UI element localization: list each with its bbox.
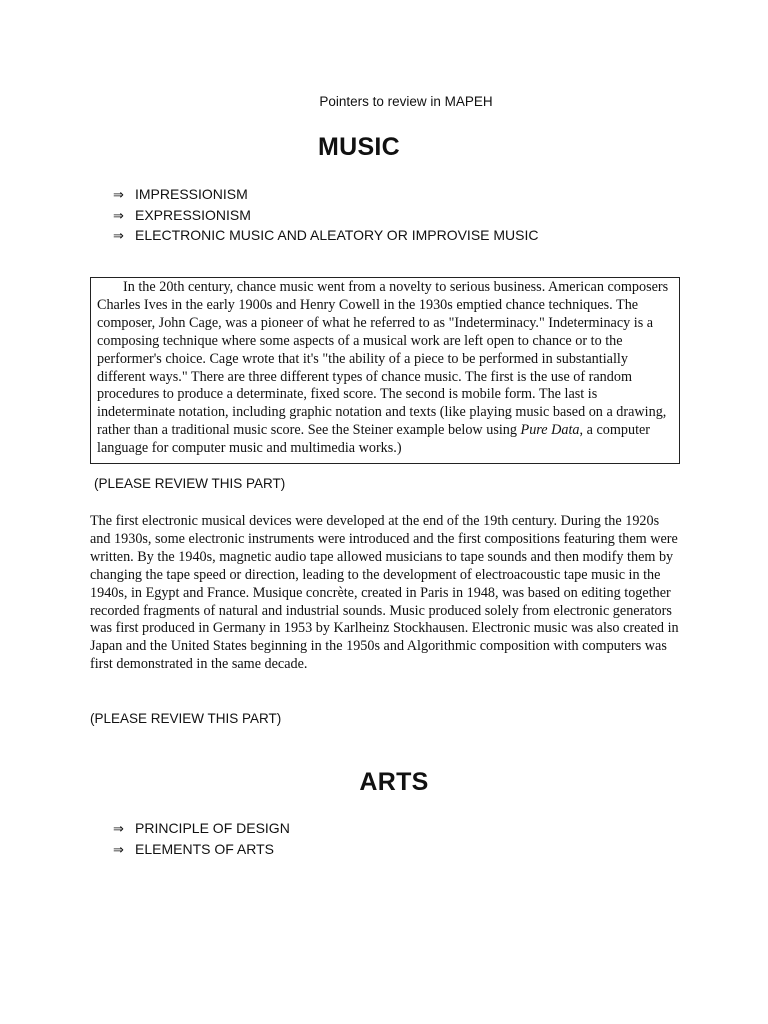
chance-music-paragraph (97, 279, 673, 458)
pure-data-italic-term: Pure Data (520, 422, 580, 439)
double-right-arrow-icon: ⇒ (113, 842, 124, 858)
arts-section-heading: ARTS (359, 768, 429, 796)
music-topic-item (113, 225, 539, 246)
music-topic-label: EXPRESSIONISM (135, 206, 251, 223)
electronic-music-paragraph: The first electronic musical devices were developed at the end of the 19th century. During the 1920s and 1930s, some electronic instruments were introduced and the first compositions featuring them were written. By the 1940s, magnetic audio tape allowed musicians to tape sounds and then modify them by changing the tape speed or direction, leading to the development of electroacoustic tape music in the 1940s, in Egypt and France. Musique concrète, created in Paris in 1948, was based on editing together recorded fragments of natural and industrial sounds. Music produced solely from electronic generators was first produced in Germany in 1953 by Karlheinz Stockhausen. Electronic music was also created in Japan and the United States beginning in the 1950s and Algorithmic composition with computers was first demonstrated in the same decade. (90, 513, 679, 673)
double-right-arrow-icon: ⇒ (113, 229, 124, 244)
chance-music-text-box (90, 277, 680, 464)
double-right-arrow-icon: ⇒ (113, 188, 124, 203)
arts-topic-item (113, 839, 290, 860)
arts-topic-label: ELEMENTS OF ARTS (135, 840, 274, 857)
music-topic-item (113, 184, 539, 205)
double-right-arrow-icon: ⇒ (113, 822, 124, 837)
music-topic-label: IMPRESSIONISM (135, 186, 248, 202)
music-section-heading: MUSIC (317, 133, 401, 161)
music-topic-item (113, 205, 539, 226)
arts-topic-list (113, 818, 290, 859)
music-topic-list (113, 184, 539, 246)
double-right-arrow-icon: ⇒ (113, 208, 124, 224)
arts-topic-label: PRINCIPLE OF DESIGN (135, 820, 290, 836)
review-note-electronic-music: (PLEASE REVIEW THIS PART) (90, 711, 282, 726)
review-note-chance-music: (PLEASE REVIEW THIS PART) (94, 476, 286, 491)
arts-topic-item (113, 818, 290, 839)
chance-music-text: In the 20th century, chance music went from a novelty to serious business. American composers Charles Ives in the early 1900s and Henry Cowell in the 1930s emptied chance techniques. The composer, John Cage, was a pioneer of what he referred to as "Indeterminacy." Indeterminacy is a composing technique where some aspects of a musical work are left open to chance or to the performer's choice. Cage wrote that it's "the ability of a piece to be performed in substantially different ways." There are three different types of chance music. The first is the use of random procedures to produce a determinate, fixed score. The second is mobile form. The last is indeterminate notation, including graphic notation and texts (like playing music based on a drawing, rather than a traditional music score. See the Steiner example below using (97, 279, 669, 439)
music-topic-label: ELECTRONIC MUSIC AND ALEATORY OR IMPROVISE MUSIC (135, 227, 539, 243)
chance-music-text-end: , a computer language for computer music and multimedia works.) (97, 422, 651, 457)
document-header-title: Pointers to review in MAPEH (319, 94, 493, 109)
